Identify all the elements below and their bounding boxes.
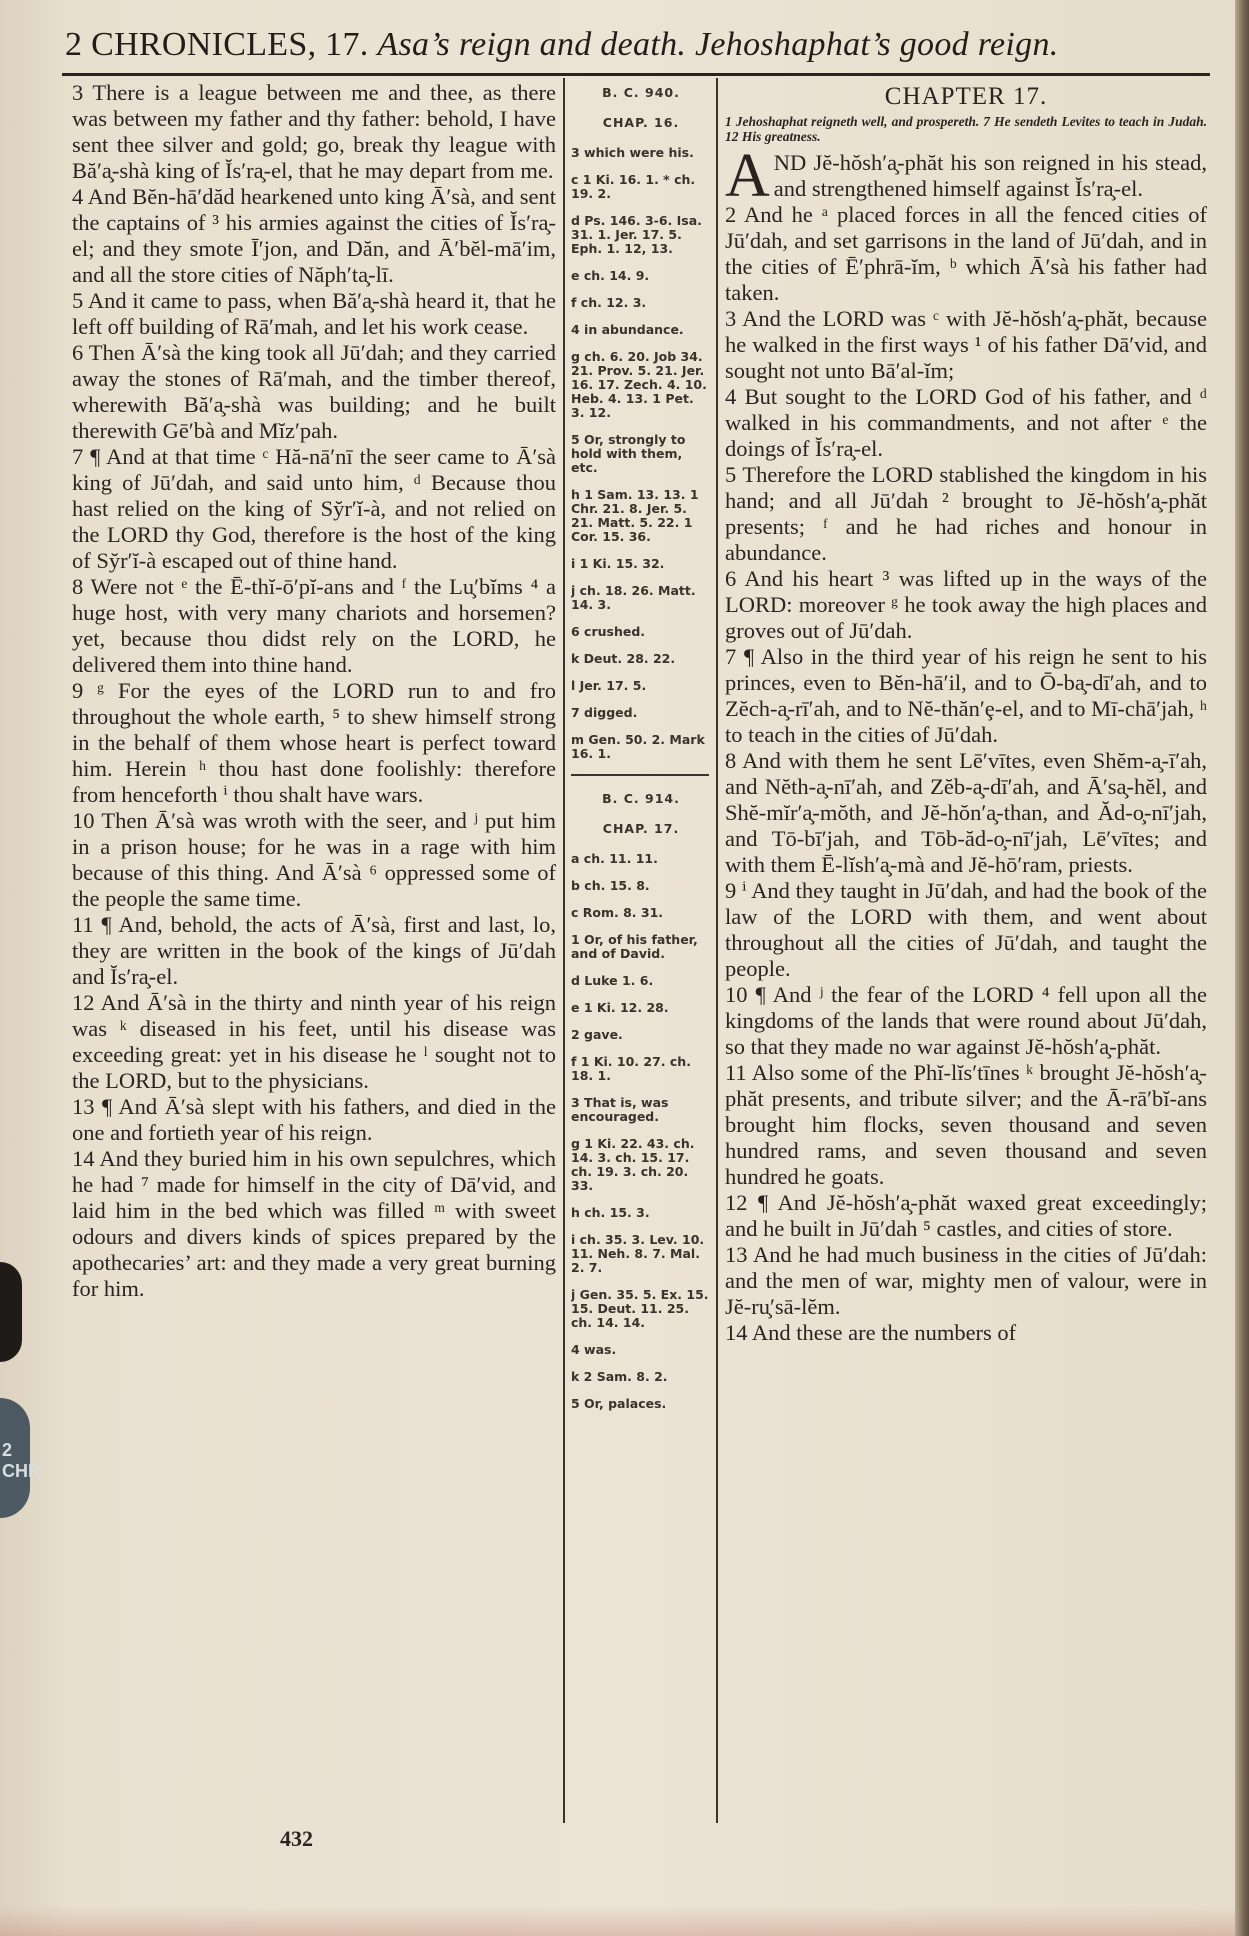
left-verses [72,80,556,1302]
margin-reference: d Luke 1. 6. [571,973,654,988]
margin-reference: 5 Or, strongly to hold with them, etc. [571,432,686,475]
margin-reference: c Rom. 8. 31. [571,905,664,920]
verse: 5 Therefore the LORD stablished the kingdom in his hand; and all Jū′dah ² brought to Jĕ-hŏsh′a̧-phăt presents; ᶠ and he had riches and honour in abundance. [725,462,1207,565]
header-book: 2 CHRONICLES, 17. [65,26,369,63]
margin-chapter-16: CHAP. 16. [602,115,680,130]
margin-reference: e ch. 14. 9. [571,268,650,283]
margin-reference: k Deut. 28. 22. [571,651,676,666]
verse: 9 ᵍ For the eyes of the LORD run to and fro throughout the whole earth, ⁵ to shew himself strong in the behalf of them whose heart is perfect toward him. Herein ʰ thou hast done foolishly: therefore from henceforth ⁱ thou shalt have wars. [72,678,556,807]
drop-cap: A [725,142,770,210]
margin-reference: k 2 Sam. 8. 2. [571,1369,668,1384]
margin-reference: 4 was. [571,1342,617,1357]
verse: 8 Were not ᵉ the Ē-thĭ-ō′pĭ-ans and ᶠ the Lu̧′bĭms ⁴ a huge host, with very many chariots and horsemen? yet, because thou didst rely on the LORD, he delivered them into thine hand. [72,574,556,677]
verse: 13 And he had much business in the cities of Jū′dah: and the men of war, mighty men of valour, were in Jĕ-ru̧′sā-lĕm. [725,1242,1207,1319]
margin-reference: f ch. 12. 3. [571,295,647,310]
margin-reference: l Jer. 17. 5. [571,678,647,693]
margin-reference: m Gen. 50. 2. Mark 16. 1. [571,732,705,761]
right-verses [725,202,1207,1346]
margin-date-top: B. C. 940. [602,85,680,100]
verse: 7 ¶ And at that time ᶜ Hă-nā′nī the seer came to Ā′sà king of Jū′dah, and said unto him, ᵈ Because thou hast relied on the king of Sy̆r′ĭ-à, and not relied on the LORD thy God, therefore is the host of the king of Sy̆r′ĭ-à escaped out of thine hand. [72,444,556,573]
verse: 7 ¶ Also in the third year of his reign he sent to his princes, even to Bĕn-hā′il, and to Ō-ba̧-dī′ah, and to Zĕch-a̧-rī′ah, and to Nĕ-thăn′ȩ-el, and to Mī-chā′jah, ʰ to teach in the cities of Jū′dah. [725,644,1207,747]
chapter-title: CHAPTER 17. [884,83,1048,110]
verse: 3 And the LORD was ᶜ with Jĕ-hŏsh′a̧-phăt, because he walked in the first ways ¹ of his father Dā′vid, and sought not unto Bā′al-ĭm; [725,306,1207,383]
margin-reference: a ch. 11. 11. [571,851,658,866]
verse: 10 ¶ And ʲ the fear of the LORD ⁴ fell upon all the kingdoms of the lands that were round about Jū′dah, so that they made no war against Jĕ-hŏsh′a̧-phăt. [725,982,1207,1059]
center-reference-column [571,80,711,1840]
verse-1-text: ND Jĕ-hŏsh′a̧-phăt his son reigned in his stead, and strengthened himself against Ĭs′ra̧-el. [773,150,1207,201]
verse: 12 And Ā′sà in the thirty and ninth year of his reign was ᵏ diseased in his feet, until his disease was exceeding great: yet in his disease he ˡ sought not to the LORD, but to the physicians. [72,990,556,1093]
margin-reference: 7 digged. [571,705,638,720]
margin-reference: 3 which were his. [571,145,694,160]
page-header [65,26,1205,74]
margin-reference: 5 Or, palaces. [571,1396,667,1411]
verse: 4 But sought to the LORD God of his father, and ᵈ walked in his commandments, and not after ᵉ the doings of Ĭs′ra̧-el. [725,384,1207,461]
margin-reference: 3 That is, was encouraged. [571,1095,669,1124]
margin-reference: b ch. 15. 8. [571,878,650,893]
margin-reference: g 1 Ki. 22. 43. ch. 14. 3. ch. 15. 17. ch. 19. 3. ch. 20. 33. [571,1136,695,1193]
margin-reference: h 1 Sam. 13. 13. 1 Chr. 21. 8. Jer. 5. 21. Matt. 5. 22. 1 Cor. 15. 36. [571,487,699,544]
margin-reference: j ch. 18. 26. Matt. 14. 3. [571,583,696,612]
margin-reference: d Ps. 146. 3-6. Isa. 31. 1. Jer. 17. 5. Eph. 1. 12, 13. [571,213,702,256]
column-divider-right [716,78,718,1823]
verse: 9 ⁱ And they taught in Jū′dah, and had the book of the law of the LORD with them, and went about throughout all the cities of Jū′dah, and taught the people. [725,878,1207,981]
thumb-tab-2chr[interactable]: 2 CHR [0,1398,30,1518]
margin-reference: 2 gave. [571,1027,623,1042]
margin-reference: c 1 Ki. 16. 1. * ch. 19. 2. [571,172,696,201]
margin-reference: e 1 Ki. 12. 28. [571,1000,669,1015]
margin-reference: g ch. 6. 20. Job 34. 21. Prov. 5. 21. Jer. 16. 17. Zech. 4. 10. Heb. 4. 13. 1 Pet. 3. 12. [571,349,707,420]
verse: 6 Then Ā′sà the king took all Jū′dah; and they carried away the stones of Rā′mah, and the timber thereof, wherewith Bă′a̧-shà was building; and he built therewith Gē′bà and Mĭz′pah. [72,340,556,443]
chapter-17-references [571,852,711,1411]
header-rule [62,73,1210,76]
margin-reference: i ch. 35. 3. Lev. 10. 11. Neh. 8. 7. Mal. 2. 7. [571,1232,705,1275]
thumb-tab-dark[interactable] [0,1262,22,1362]
verse: 2 And he ᵃ placed forces in all the fenced cities of Jū′dah, and set garrisons in the land of Jū′dah, and in the cities of Ē′phrā-ĭm, ᵇ which Ā′sà his father had taken. [725,202,1207,305]
margin-chapter-17: CHAP. 17. [602,821,680,836]
chapter-summary: 1 Jehoshaphat reigneth well, and prospereth. 7 He sendeth Levites to teach in Judah. 12 His greatness. [725,114,1207,144]
header-topic: Asa’s reign and death. Jehoshaphat’s good reign. [377,26,1059,63]
verse-1 [725,142,1207,210]
margin-reference: h ch. 15. 3. [571,1205,650,1220]
verse: 13 ¶ And Ā′sà slept with his fathers, and died in the one and fortieth year of his reign. [72,1094,556,1145]
verse: 5 And it came to pass, when Bă′a̧-shà heard it, that he left off building of Rā′mah, and let his work cease. [72,288,556,339]
page-number: 432 [280,1826,313,1851]
left-text-column [72,80,556,1840]
margin-date-mid: B. C. 914. [602,791,680,806]
right-text-column [725,80,1207,1840]
verse: 4 And Bĕn-hā′dăd hearkened unto king Ā′sà, and sent the captains of ³ his armies against the cities of Ĭs′ra̧-el; and they smote Ī′jon, and Dăn, and Ā′bĕl-mā′im, and all the store cities of Năph′ta̧-lī. [72,184,556,287]
margin-reference: 6 crushed. [571,624,646,639]
verse: 11 Also some of the Phĭ-lĭs′tīnes ᵏ brought Jĕ-hŏsh′a̧-phăt presents, and tribute silver; and the Ā-rā′bĭ-ans brought him flocks, seven thousand and seven hundred rams, and seven thousand and seven hundred he goats. [725,1060,1207,1189]
column-divider-left [563,78,565,1823]
verse: 14 And these are the numbers of [725,1320,1017,1345]
chapter-16-references [571,146,711,761]
margin-reference: j Gen. 35. 5. Ex. 15. 15. Deut. 11. 25. ch. 14. 14. [571,1287,709,1330]
verse: 8 And with them he sent Lē′vītes, even Shĕm-a̧-ī′ah, and Nĕth-a̧-nī′ah, and Zĕb-a̧-dī′ah, and Ā′sa̧-hĕl, and Shĕ-mĭr′a̧-mŏth, and Jĕ-hŏn′a̧-than, and Ăd-o̧-nī′jah, and Tō-bī′jah, and Tōb-ăd-o̧-nī′jah, Lē′vītes; and with them Ē-lĭsh′a̧-mà and Jĕ-hō′ram, priests. [725,748,1207,877]
margin-reference: f 1 Ki. 10. 27. ch. 18. 1. [571,1054,691,1083]
verse: 12 ¶ And Jĕ-hŏsh′a̧-phăt waxed great exceedingly; and he built in Jū′dah ⁵ castles, and cities of store. [725,1190,1207,1241]
margin-reference: 1 Or, of his father, and of David. [571,932,698,961]
verse: 14 And they buried him in his own sepulchres, which he had ⁷ made for himself in the city of Dā′vid, and laid him in the bed which was filled ᵐ with sweet odours and divers kinds of spices prepared by the apothecaries’ art: and they made a very great burning for him. [72,1146,556,1301]
margin-rule [571,774,709,776]
page-bottom-edge [0,1906,1249,1936]
verse: 3 There is a league between me and thee, as there was between my father and thy father: behold, I have sent thee silver and gold; go, break thy league with Bă′a̧-shà king of Ĭs′ra̧-el, that he may depart from me. [72,80,556,183]
page-edge-shadow [1235,0,1249,1936]
verse: 6 And his heart ³ was lifted up in the ways of the LORD: moreover ᵍ he took away the high places and groves out of Jū′dah. [725,566,1207,643]
margin-reference: 4 in abundance. [571,322,684,337]
verse: 11 ¶ And, behold, the acts of Ā′sà, first and last, lo, they are written in the book of the kings of Jū′dah and Ĭs′ra̧-el. [72,912,556,989]
verse: 10 Then Ā′sà was wroth with the seer, and ʲ put him in a prison house; for he was in a rage with him because of this thing. And Ā′sà ⁶ oppressed some of the people the same time. [72,808,556,911]
margin-reference: i 1 Ki. 15. 32. [571,556,665,571]
